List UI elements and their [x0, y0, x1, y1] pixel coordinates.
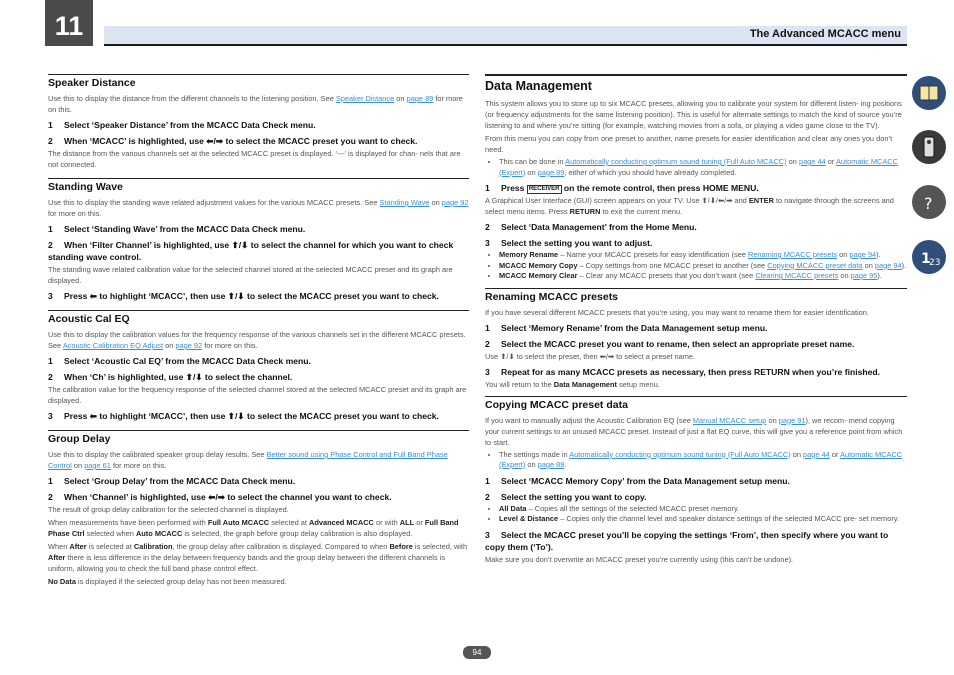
header-bar	[104, 26, 907, 46]
step: 2 Select the MCACC preset you want to rename, then select an appropriate preset name.	[485, 338, 855, 349]
link[interactable]: Automatic MCACC (Expert)	[499, 449, 903, 469]
paragraph: You will return to the Data Management setup menu.	[485, 379, 660, 389]
step: 2 When ‘Channel’ is highlighted, use ⬅/➡ to select the channel you want to check.	[48, 492, 392, 502]
step: 3 Repeat for as many MCACC presets as necessary, then press RETURN when you’re finished.	[485, 366, 881, 377]
paragraph: Use this to display the distance from the different channels to the listening position. See Speaker Distance on page 89 for more on this.	[48, 94, 463, 114]
step: 3 Press ⬅ to highlight ‘MCACC’, then use ⬆/⬇ to select the MCACC preset you want to check.	[48, 291, 439, 301]
paragraph: The distance from the various channels set at the selected MCACC preset is displayed. ‘---’ is displayed for chan- nels that are not connected.	[48, 149, 461, 169]
paragraph: From this menu you can copy from one preset to another, name presets for easier identification and clear any ones you don’t need.	[485, 134, 893, 154]
page-link[interactable]: page 89	[406, 94, 434, 103]
paragraph: Make sure you don’t overwrite an MCACC preset you’re currently using (this can’t be undone).	[485, 554, 794, 564]
svg-text:?: ?	[924, 194, 933, 213]
link[interactable]: Acoustic Calibration EQ Adjust	[62, 341, 164, 350]
step: 2 When ‘Filter Channel’ is highlighted, use ⬆/⬇ to select the channel for which you want to check standing wave control.	[48, 240, 454, 262]
paragraph: If you want to manually adjust the Acoustic Calibration EQ (see Manual MCACC setup on page 91), we recom- mend copying your current settings to an unused MCACC preset. Instead of just a flat EQ curve, this will give you a reference point from which to start.	[485, 415, 903, 447]
page-link[interactable]: page 95	[850, 271, 878, 280]
step: 2 When ‘MCACC’ is highlighted, use ⬅/➡ to select the MCACC preset you want to check.	[48, 136, 418, 146]
section-renaming	[485, 288, 907, 390]
paragraph: If you have several different MCACC presets that you’re using, you may want to rename them for easier identification.	[485, 307, 869, 317]
section-title: Acoustic Cal EQ	[48, 313, 130, 325]
paragraph: Use ⬆/⬇ to select the preset, then ⬅/➡ to select a preset name.	[485, 351, 696, 361]
section-copying	[485, 396, 907, 565]
page-link[interactable]: page 92	[175, 341, 203, 350]
section-title: Renaming MCACC presets	[485, 290, 619, 303]
paragraph: The standing wave related calibration value for the selected channel stored at the selected MCACC preset and its graph are displayed.	[48, 265, 453, 285]
svg-text:23: 23	[929, 258, 941, 268]
link[interactable]: Automatically conducting optimum sound tuning (Full Auto MCACC)	[569, 449, 791, 459]
page-link[interactable]: page 89	[537, 460, 565, 469]
section-data-management	[485, 74, 907, 282]
bullet-list	[485, 450, 907, 471]
step: 3 Select the MCACC preset you’ll be copying the settings ‘From’, then specify where you want to copy them (‘To’).	[485, 529, 889, 552]
paragraph: Use this to display the calibrated speaker group delay results. See Better sound using Phase Control and Full Band Phase Control on page 61 for more on this.	[48, 450, 448, 470]
page-number: 94	[463, 646, 491, 659]
paragraph: No Data is displayed if the selected group delay has not been measured.	[48, 577, 287, 586]
bullet-list	[485, 250, 907, 282]
list-item: • All Data – Copies all the settings of the selected MCACC preset memory.	[499, 504, 907, 515]
paragraph: Use this to display the standing wave related adjustment values for the various MCACC presets. See Standing Wave on page 92 for more on this.	[48, 198, 469, 218]
step: 1 Select ‘Group Delay’ from the MCACC Data Check menu.	[48, 476, 296, 486]
page-link[interactable]: page 94	[849, 250, 877, 259]
page-link[interactable]: page 61	[84, 461, 111, 470]
right-column	[485, 74, 907, 567]
bullet-list	[485, 504, 907, 525]
page-link[interactable]: page 44	[798, 157, 826, 166]
section-title: Group Delay	[48, 433, 111, 445]
step: 1 Select ‘Standing Wave’ from the MCACC Data Check menu.	[48, 224, 306, 234]
step: 2 Select ‘Data Management’ from the Home Menu.	[485, 222, 697, 232]
step: 2 When ‘Ch’ is highlighted, use ⬆/⬇ to select the channel.	[48, 372, 293, 382]
svg-text:1: 1	[921, 251, 931, 267]
list-item: • MCACC Memory Copy – Copy settings from one MCACC preset to another (see Copying MCACC preset data on page 94).	[499, 261, 907, 272]
page-link[interactable]: page 94	[874, 260, 902, 270]
link[interactable]: Manual MCACC setup	[692, 415, 767, 425]
bullet-list	[485, 157, 907, 178]
list-item: • MCACC Memory Clear – Clear any MCACC presets that you don’t want (see Clearing MCACC presets on page 95).	[499, 271, 907, 282]
step: 1 Select ‘Acoustic Cal EQ’ from the MCACC Data Check menu.	[48, 356, 311, 366]
list-item: • This can be done in Automatically conducting optimum sound tuning (Full Auto MCACC) on page 44 or Automatic MCACC (Expert) on page 89, either of which you should have already completed.	[499, 157, 907, 178]
step: 1 Press RECEIVER on the remote control, then press HOME MENU.	[485, 183, 759, 193]
paragraph: This system allows you to store up to six MCACC presets, allowing you to calibrate your system for different listen- ing positions (or frequency adjustments for the same listening position). This is useful for alternate settings to match the kind of source you’re listening to and where you’re sitting (for example, watching movies from a sofa, or playing a video game close to the TV).	[485, 99, 902, 130]
book-icon[interactable]	[912, 76, 946, 110]
list-item: • The settings made in Automatically conducting optimum sound tuning (Full Auto MCACC) on page 44 or Automatic MCACC (Expert) on page 89.	[499, 450, 907, 471]
section-group-delay	[48, 430, 469, 587]
header-title: The Advanced MCACC menu	[749, 28, 901, 40]
page-link[interactable]: page 91	[778, 415, 806, 425]
step: 1 Select ‘Speaker Distance’ from the MCACC Data Check menu.	[48, 120, 316, 130]
receiver-key-icon: RECEIVER	[528, 186, 560, 192]
left-column	[48, 74, 469, 589]
section-acoustic-cal-eq	[48, 310, 469, 422]
section-speaker-distance	[48, 74, 469, 170]
link[interactable]: Speaker Distance	[335, 94, 395, 103]
paragraph: When After is selected at Calibration, the group delay after calibration is displayed. Compared to when Before is selected, with After there is less difference in the delay between frequency bands and the group delay between the different channels is uniform, allowing you to check the full band phase control effect.	[48, 542, 468, 573]
section-title: Standing Wave	[48, 181, 123, 193]
paragraph: When measurements have been performed with Full Auto MCACC selected at Advanced MCACC or with ALL or Full Band Phase Ctrl selected when Auto MCACC is selected, the graph before group delay calibration is also displayed.	[48, 518, 459, 538]
page-link[interactable]: page 89	[537, 167, 565, 177]
step: 1 Select ‘Memory Rename’ from the Data Management setup menu.	[485, 322, 768, 333]
numeric-123-icon[interactable]	[912, 240, 946, 274]
link[interactable]: Automatically conducting optimum sound tuning (Full Auto MCACC)	[565, 157, 787, 166]
step: 2 Select the setting you want to copy.	[485, 491, 647, 502]
page-link[interactable]: page 44	[803, 449, 830, 459]
section-title: Copying MCACC preset data	[485, 398, 628, 411]
link[interactable]: Standing Wave	[379, 198, 430, 207]
link[interactable]: Copying MCACC preset data	[767, 260, 863, 270]
tools-question-icon[interactable]	[912, 185, 946, 219]
link[interactable]: Better sound using Phase Control and Full Band Phase Control	[48, 450, 448, 470]
step: 3 Select the setting you want to adjust.	[485, 238, 653, 248]
section-standing-wave	[48, 178, 469, 302]
chapter-number: 11	[45, 0, 93, 46]
step: 1 Select ‘MCACC Memory Copy’ from the Data Management setup menu.	[485, 475, 790, 486]
page-link[interactable]: page 92	[441, 198, 469, 207]
link[interactable]: Clearing MCACC presets	[755, 271, 839, 280]
paragraph: A Graphical User Interface (GUI) screen appears on your TV. Use ⬆/⬇/⬅/➡ and ENTER to navigate through the screens and select menu items. Press RETURN to exit the current menu.	[485, 196, 894, 216]
section-title: Data Management	[485, 79, 592, 93]
list-item: • Level & Distance – Copies only the channel level and speaker distance settings of the selected MCACC pre- set memory.	[499, 514, 907, 525]
paragraph: Use this to display the calibration values for the frequency response of the various channels set in the different MCACC presets. See Acoustic Calibration EQ Adjust on page 92 for more on this.	[48, 330, 466, 350]
section-title: Speaker Distance	[48, 77, 136, 89]
step: 3 Press ⬅ to highlight ‘MCACC’, then use ⬆/⬇ to select the MCACC preset you want to check.	[48, 411, 439, 421]
link[interactable]: Renaming MCACC presets	[747, 250, 838, 259]
paragraph: The calibration value for the frequency response of the selected channel stored at the selected MCACC preset and its graph are displayed.	[48, 385, 467, 405]
paragraph: The result of group delay calibration for the selected channel is displayed.	[48, 505, 289, 514]
list-item: • Memory Rename – Name your MCACC presets for easy identification (see Renaming MCACC presets on page 94).	[499, 250, 907, 261]
link[interactable]: Automatic MCACC (Expert)	[499, 157, 898, 177]
remote-control-icon[interactable]	[912, 130, 946, 164]
